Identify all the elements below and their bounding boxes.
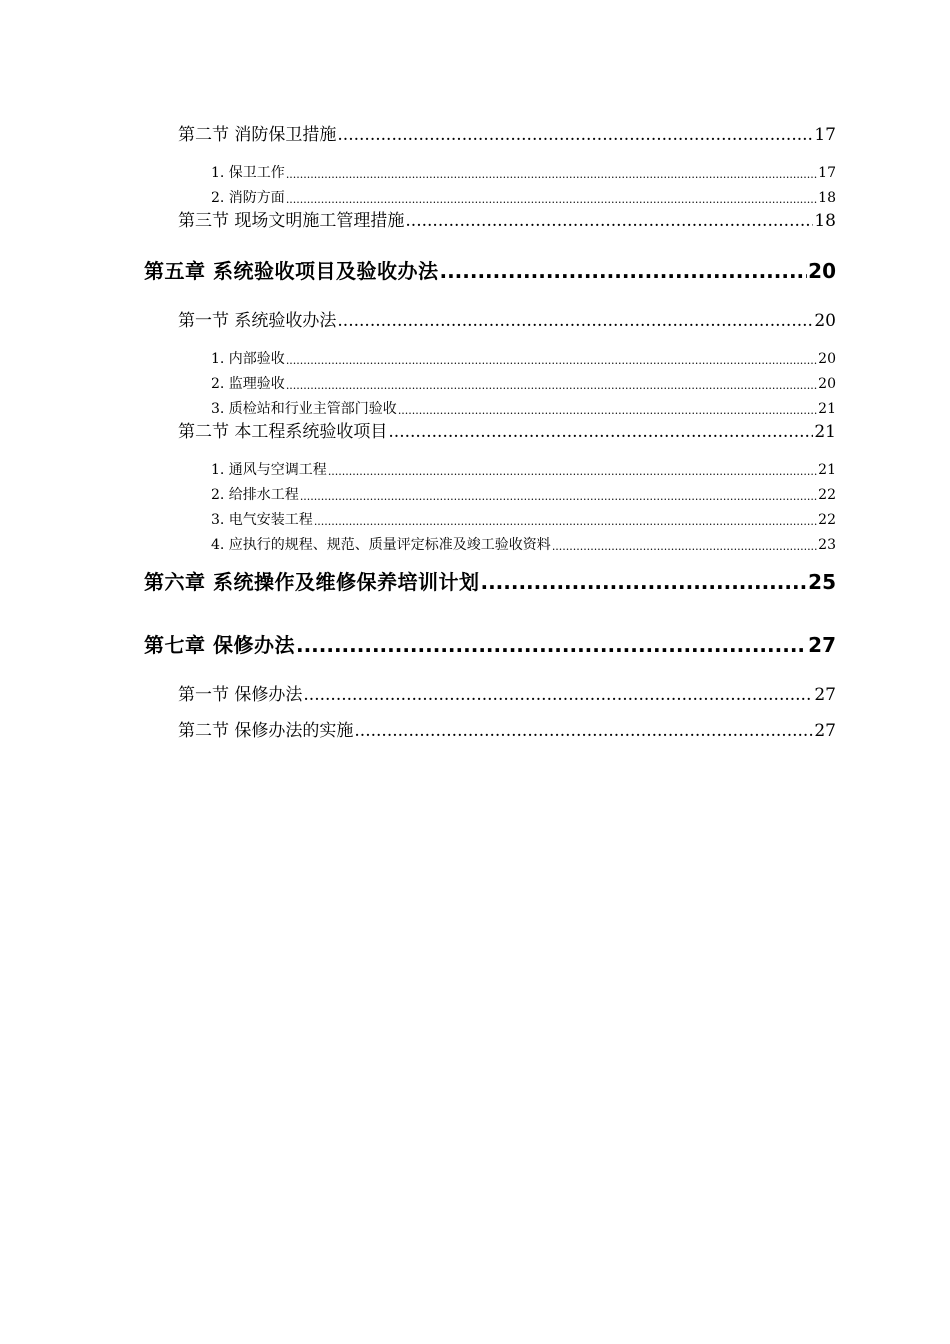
toc-dot-leader bbox=[337, 313, 813, 330]
toc-entry-level-1[interactable] bbox=[144, 635, 836, 655]
toc-entry-level-3[interactable] bbox=[211, 538, 836, 552]
toc-dot-leader bbox=[286, 355, 817, 366]
toc-entry-title: 第五章 系统验收项目及验收办法 bbox=[144, 259, 439, 283]
toc-dot-leader bbox=[398, 405, 817, 416]
toc-entry-level-3[interactable] bbox=[211, 352, 836, 366]
toc-entry-title: 2. 监理验收 bbox=[211, 376, 285, 392]
toc-entry-title: 1. 通风与空调工程 bbox=[211, 462, 327, 478]
toc-entry-level-1[interactable] bbox=[144, 572, 836, 592]
toc-entry-level-3[interactable] bbox=[211, 402, 836, 416]
toc-entry-level-2[interactable] bbox=[178, 213, 836, 230]
toc-entry-level-1[interactable] bbox=[144, 261, 836, 281]
toc-page-number: 17 bbox=[814, 125, 836, 145]
toc-entry-title: 第七章 保修办法 bbox=[144, 633, 295, 657]
toc-page-number: 20 bbox=[814, 311, 836, 331]
toc-entry-level-2[interactable] bbox=[178, 424, 836, 441]
toc-dot-leader bbox=[300, 491, 817, 502]
toc-entry-title: 第三节 现场文明施工管理措施 bbox=[178, 211, 405, 231]
toc-entry-title: 第二节 消防保卫措施 bbox=[178, 125, 337, 145]
toc-entry-level-2[interactable] bbox=[178, 723, 836, 740]
toc-entry-title: 第一节 保修办法 bbox=[178, 685, 303, 705]
toc-entry-level-3[interactable] bbox=[211, 377, 836, 391]
toc-entry-level-2[interactable] bbox=[178, 313, 836, 330]
toc-entry-title: 3. 电气安装工程 bbox=[211, 512, 313, 528]
toc-dot-leader bbox=[480, 572, 807, 592]
toc-dot-leader bbox=[552, 541, 817, 552]
toc-dot-leader bbox=[314, 516, 817, 527]
toc-dot-leader bbox=[296, 635, 807, 655]
toc-entry-title: 2. 消防方面 bbox=[211, 190, 285, 206]
toc-entry-title: 1. 内部验收 bbox=[211, 351, 285, 367]
toc-entry-level-2[interactable] bbox=[178, 127, 836, 144]
toc-dot-leader bbox=[405, 213, 813, 230]
toc-entry-title: 第一节 系统验收办法 bbox=[178, 311, 337, 331]
toc-page-number: 27 bbox=[808, 633, 836, 657]
toc-entry-level-2[interactable] bbox=[178, 687, 836, 704]
toc-page-number: 21 bbox=[814, 422, 836, 442]
toc-dot-leader bbox=[439, 261, 807, 281]
toc-entry-level-3[interactable] bbox=[211, 513, 836, 527]
toc-entry-level-3[interactable] bbox=[211, 463, 836, 477]
toc-dot-leader bbox=[286, 169, 817, 180]
toc-page-number: 27 bbox=[814, 685, 836, 705]
toc-page-number: 21 bbox=[818, 401, 836, 417]
toc-page-number: 23 bbox=[818, 537, 836, 553]
toc-entry-level-3[interactable] bbox=[211, 166, 836, 180]
toc-page-number: 21 bbox=[818, 462, 836, 478]
toc-entry-title: 第二节 本工程系统验收项目 bbox=[178, 422, 388, 442]
toc-page-number: 17 bbox=[818, 165, 836, 181]
toc-page-number: 25 bbox=[808, 570, 836, 594]
toc-dot-leader bbox=[388, 424, 813, 441]
toc-dot-leader bbox=[337, 127, 813, 144]
toc-entry-title: 4. 应执行的规程、规范、质量评定标准及竣工验收资料 bbox=[211, 537, 551, 553]
toc-page-number: 18 bbox=[814, 211, 836, 231]
toc-dot-leader bbox=[328, 466, 817, 477]
toc-entry-title: 3. 质检站和行业主管部门验收 bbox=[211, 401, 397, 417]
toc-page-number: 22 bbox=[818, 487, 836, 503]
toc-dot-leader bbox=[286, 194, 817, 205]
toc-entry-title: 1. 保卫工作 bbox=[211, 165, 285, 181]
toc-page-number: 18 bbox=[818, 190, 836, 206]
toc-entry-title: 第二节 保修办法的实施 bbox=[178, 721, 354, 741]
toc-dot-leader bbox=[303, 687, 813, 704]
toc-page-number: 22 bbox=[818, 512, 836, 528]
toc-page-number: 20 bbox=[818, 376, 836, 392]
toc-page-number: 20 bbox=[808, 259, 836, 283]
toc-entry-level-3[interactable] bbox=[211, 191, 836, 205]
toc-entry-level-3[interactable] bbox=[211, 488, 836, 502]
toc-page-number: 20 bbox=[818, 351, 836, 367]
toc-entry-title: 2. 给排水工程 bbox=[211, 487, 299, 503]
toc-dot-leader bbox=[286, 380, 817, 391]
toc-entry-title: 第六章 系统操作及维修保养培训计划 bbox=[144, 570, 480, 594]
toc-dot-leader bbox=[354, 723, 813, 740]
toc-page-number: 27 bbox=[814, 721, 836, 741]
